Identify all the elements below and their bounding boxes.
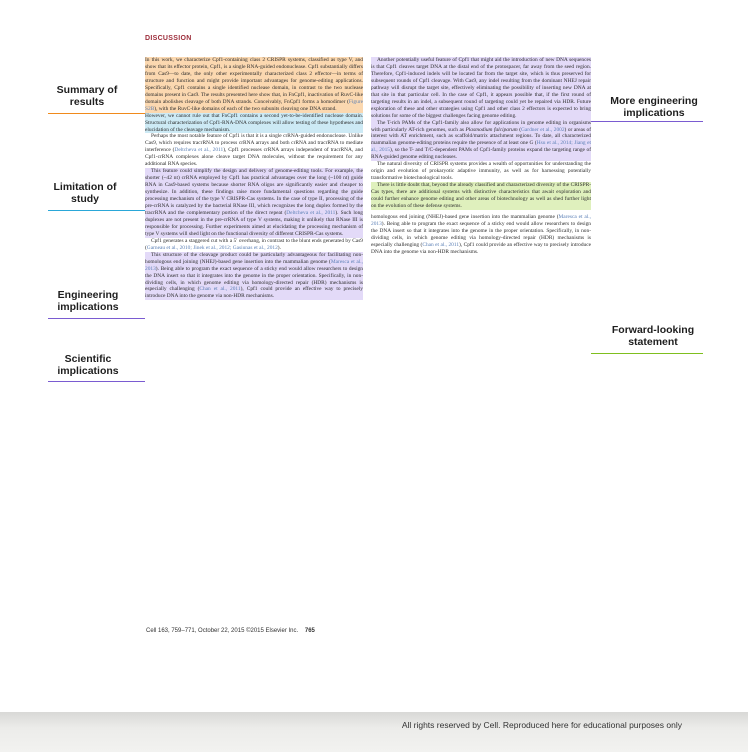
text-run: ). Such long duplexes are not present in the pre-crRNA of type V systems, making it unlikely that RNase III is responsible for processing. Further experiments aimed at elucidating the processing mechanism of type V systems will shed light on the functional diversity of different CRISPR-Cas systems. xyxy=(145,209,364,237)
paragraph-engineering xyxy=(145,133,363,237)
text-run: The T-rich PAMs of the Cpf1-family also allow for applications in genome editing in organisms with particularly AT-rich genomes, such as xyxy=(371,119,591,133)
paragraph-staggered-cut xyxy=(145,238,363,301)
text-run: homologous end joining (NHEJ)-based gene insertion into the mammalian genome ( xyxy=(371,213,559,220)
citation-link[interactable]: Deltcheva et al., 2011 xyxy=(174,147,224,154)
annotation-engineering: Engineering implications xyxy=(57,289,119,313)
highlight-engineering xyxy=(145,168,363,238)
citation-link[interactable]: Chan et al., 2011 xyxy=(422,241,460,248)
citation-link[interactable]: Chan et al., 2011 xyxy=(199,286,241,293)
citation-link[interactable]: Hsu et al., 2014; Jiang et al., 2015 xyxy=(371,140,592,154)
text-run: ( xyxy=(517,126,521,133)
species-name: Plasmodium falciparum xyxy=(465,126,518,133)
rights-notice: All rights reserved by Cell. Reproduced here for educational purposes only xyxy=(401,720,682,730)
text-run: ), Cpf1 could provide an effective way to precisely introduce DNA into the genome via non-HDR mechanisms. xyxy=(145,286,363,300)
annotation-limitation: Limitation of study xyxy=(53,181,117,205)
highlight-engineering-2 xyxy=(145,252,363,301)
paragraph-nhej-repeat xyxy=(371,214,591,256)
text-run: ). Being able to program the exact sequence of a sticky end would allow researchers to design the DNA insert so that it integrates into the genome in the proper orientation. Specifically, in non-dividing cells, in which genome editing via homology-directed repair (HDR) mechanisms is especially challenging ( xyxy=(371,220,591,248)
section-heading: DISCUSSION xyxy=(145,35,192,42)
text-run: Cpf1 generates a staggered cut with a 5′ overhang, in contrast to the blunt ends generated by Cas9 ( xyxy=(145,237,363,251)
text-run: ) or areas of interest with AT enrichment, such as scaffold/matrix attachment regions. To date, all characterized mammalian genome-editing proteins require the presence of at least one G ( xyxy=(371,126,591,147)
paragraph-pam xyxy=(371,120,591,162)
summary-text-end: ), with the RuvC-like domains of each of the two subunits cleaving one DNA strand. xyxy=(154,105,337,112)
highlight-limitation: However, we cannot rule out that FnCpf1 contains a second yet-to-be-identified nuclease domain. Structural characterization of Cpf1-RNA-DNA complexes will allow testing of these hypotheses and elucidation of the cleavage mechanism. xyxy=(145,112,363,133)
annotation-line-more-engineering xyxy=(591,121,703,122)
text-run: ), Cpf1 processes crRNA arrays independent of tracrRNA, and Cpf1-crRNA complexes alone cleave target DNA molecules, without the requirement for any additional RNA species. xyxy=(145,147,363,168)
annotation-line-summary xyxy=(48,113,145,114)
highlight-more-engineering: Another potentially useful feature of Cpf1 that might aid the introduction of new DNA sequences is that Cpf1 cleaves target DNA at the distal end of the protospacer, far away from the seed region. Therefore, Cpf1-induced indels will be located far from the target site, which is thus preserved for subsequent rounds of Cpf1 cleavage. With Cas9, any indel resulting from the dominant NHEJ repair pathway will disrupt the target site, effectively eliminating the possibility of inserting new DNA at that site in that particular cell. In the case of Cpf1, it appears possible that, if the first round of targeting results in an indel, a subsequent round of targeting could yet be repaired via HDR. Future exploration of these and other strategies using Cpf1 and other class 2 effectors is expected to bring solutions for some of the biggest challenges facing genome editing. xyxy=(371,57,591,119)
paragraph-summary xyxy=(145,57,363,133)
annotation-line-limitation xyxy=(48,210,145,211)
annotation-forward: Forward-looking statement xyxy=(611,324,695,348)
text-run: ). xyxy=(277,244,281,251)
citation-link[interactable]: Deltcheva et al., 2011 xyxy=(286,209,336,216)
text-run: This feature could simplify the design and delivery of genome-editing tools. For example, the shorter (~42 nt) crRNA employed by Cpf1 has practical advantages over the long (~100 nt) guide RNA in Cas9-based systems because shorter RNA oligos are significantly easier and cheaper to synthesize. In addition, these findings raise more fundamental questions regarding the guide processing mechanism of the type V CRISPR-Cas systems. In the case of type II, processing of the pre-crRNA is catalyzed by the bacterial RNase III, which recognizes the long duplex formed by the tracrRNA and the complementary portion of the direct repeat ( xyxy=(145,168,363,216)
text-run: ). Being able to program the exact sequence of a sticky end would allow researchers to design the DNA insert so that it integrates into the genome in the proper orientation. Specifically, in non-dividing cells, in which genome editing via homology-directed repair (HDR) mechanisms is especially challenging ( xyxy=(145,265,363,293)
citation-link[interactable]: Maresca et al., 2013 xyxy=(371,213,591,227)
annotation-scientific: Scientific implications xyxy=(57,353,119,377)
annotation-line-scientific xyxy=(48,381,145,382)
citation-link[interactable]: Figure S2B xyxy=(145,98,363,112)
annotation-summary: Summary of results xyxy=(56,84,118,108)
citation-link[interactable]: Gardner et al., 2002 xyxy=(521,126,565,133)
citation-footer: Cell 163, 759–771, October 22, 2015 ©2015 Elsevier Inc. xyxy=(146,628,299,634)
right-column xyxy=(371,57,591,256)
text-run: This structure of the cleavage product could be particularly advantageous for facilitating non-homologous end joining (NHEJ)-based gene insertion into the mammalian genome ( xyxy=(145,251,363,265)
page-footer xyxy=(146,628,315,634)
highlight-forward-looking: There is little doubt that, beyond the already classified and characterized diversity of the CRISPR-Cas types, there are additional systems with distinctive characteristics that await exploration and could further enhance genome editing and other areas of biotechnology as well as shed further light on the evolution of these defense systems. xyxy=(371,182,591,210)
left-column xyxy=(145,57,363,300)
summary-text: In this work, we characterize Cpf1-containing class 2 CRISPR systems, classified as type V, and show that its effector protein, Cpf1, is a single RNA-guided endonuclease. Cpf1 substantially differs from Cas9—to date, the only other experimentally characterized class 2 effector—in terms of structure and function and might provide important advantages for genome-editing applications. Specifically, Cpf1 contains a single identified nuclease domain, in contrast to the two nuclease domains present in Cas9. The results presented here show that, in FnCpf1, inactivation of RuvC-like domain abolishes cleavage of both DNA strands. Conceivably, FnCpf1 forms a homodimer ( xyxy=(145,57,363,105)
citation-link[interactable]: Garneau et al., 2010; Jinek et al., 2012; Gasiunas et al., 2012 xyxy=(146,244,278,251)
text-run: ), Cpf1 could provide an effective way to precisely introduce DNA into the genome via non-HDR mechanisms. xyxy=(371,241,592,255)
text-run: The natural diversity of CRISPR systems provides a wealth of opportunities for understanding the origin and evolution of prokaryotic adaptive immunity, as well as for harnessing potentially transformative biotechnological tools. xyxy=(371,161,591,182)
highlight-pam xyxy=(371,120,591,162)
annotation-line-forward xyxy=(591,353,703,354)
paragraph-diversity xyxy=(371,161,591,210)
page-shadow xyxy=(0,712,748,752)
annotation-line-engineering xyxy=(48,318,145,319)
annotation-more-engineering: More engineering implications xyxy=(610,95,698,119)
highlight-summary xyxy=(145,57,363,113)
text-run: ), so the T- and T/C-dependent PAMs of Cpf1-family proteins expand the targeting range of RNA-guided genome editing nucleases. xyxy=(371,147,591,161)
citation-link[interactable]: Maresca et al., 2013 xyxy=(145,258,363,272)
page-number: 765 xyxy=(304,628,315,634)
paragraph-more-engineering xyxy=(371,57,591,120)
text-run: Perhaps the most notable feature of Cpf1 is that it is a single crRNA-guided endonuclease. Unlike Cas9, which requires tracrRNA to process crRNA arrays and both crRNA and tracrRNA to mediate interference ( xyxy=(145,133,363,154)
